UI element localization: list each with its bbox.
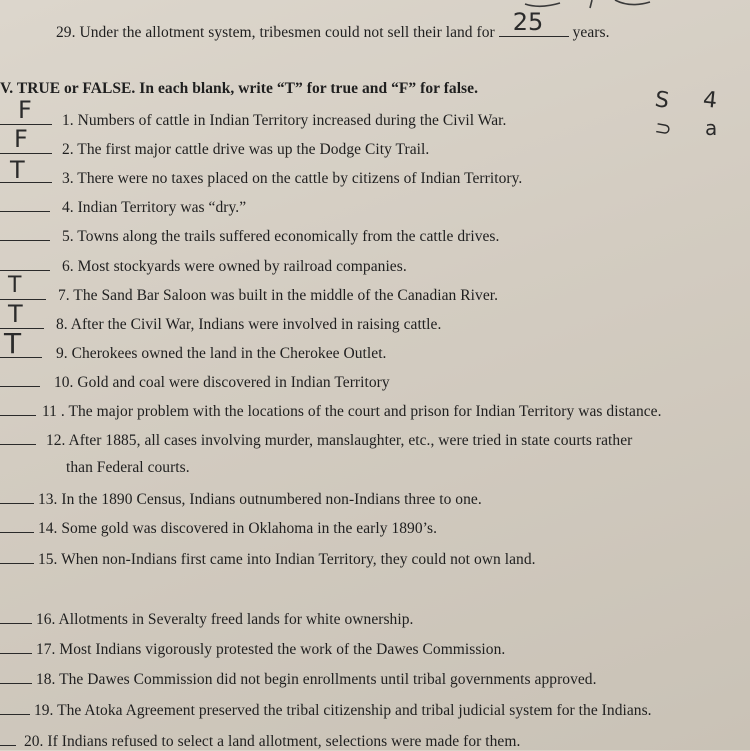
true-false-item-3	[0, 156, 523, 188]
true-false-item-8	[0, 300, 442, 334]
true-false-item-2	[0, 125, 430, 159]
item-7-answer-blank[interactable]	[0, 273, 46, 300]
margin-mark-s: S	[653, 87, 671, 114]
true-false-item-11	[0, 401, 662, 421]
item-17-answer-blank[interactable]	[0, 639, 32, 654]
item-16-answer-blank[interactable]	[0, 609, 32, 624]
item-3-answer-blank[interactable]	[0, 156, 52, 184]
true-false-item-5	[0, 226, 499, 246]
true-false-item-7	[0, 273, 499, 305]
question-29-answer: 25	[512, 8, 544, 36]
item-15-answer-blank[interactable]	[0, 549, 34, 564]
item-6-answer-blank[interactable]	[0, 256, 50, 271]
true-false-item-4	[0, 197, 246, 217]
margin-mark-3: ⊃	[653, 114, 674, 142]
item-18-text: 18. The Dawes Commission did not begin enrollments until tribal governments approved.	[35, 671, 597, 688]
item-1-answer: F	[18, 96, 32, 124]
item-9-answer-blank[interactable]	[0, 327, 42, 360]
item-8-answer: T	[8, 300, 23, 328]
question-29-suffix: years.	[572, 24, 610, 41]
item-12-answer-blank[interactable]	[0, 430, 36, 445]
item-15-text: 15. When non-Indians first came into Indian Territory, they could not own land.	[37, 551, 536, 568]
item-14-text: 14. Some gold was discovered in Oklahoma in the early 1890’s.	[37, 520, 438, 537]
item-3-text: 3. There were no taxes placed on the cattle by citizens of Indian Territory.	[61, 170, 523, 187]
true-false-item-18	[0, 669, 597, 689]
item-16-text: 16. Allotments in Severalty freed lands for white ownership.	[35, 611, 414, 628]
item-10-text: 10. Gold and coal were discovered in Indian Territory	[53, 374, 390, 391]
true-false-item-13	[0, 489, 482, 509]
true-false-item-16	[0, 609, 413, 629]
item-4-text: 4. Indian Territory was “dry.”	[61, 199, 247, 216]
item-19-answer-blank[interactable]	[0, 700, 30, 715]
margin-mark-a: a	[705, 116, 718, 140]
item-9-answer: T	[4, 327, 22, 360]
item-17-text: 17. Most Indians vigorously protested the work of the Dawes Commission.	[35, 641, 506, 658]
item-20-text: 20. If Indians refused to select a land allotment, selections were made for them.	[23, 733, 521, 750]
item-12-text: 12. After 1885, all cases involving murder, manslaughter, etc., were tried in state courts rather	[45, 432, 633, 449]
item-13-text: 13. In the 1890 Census, Indians outnumbered non-Indians three to one.	[37, 491, 482, 508]
margin-mark-4: 4	[701, 87, 719, 114]
item-11-text: 11 . The major problem with the locations of the court and prison for Indian Territory was distance.	[41, 403, 662, 420]
question-29-answer-blank[interactable]	[499, 8, 569, 37]
true-false-item-12	[0, 430, 632, 450]
item-2-text: 2. The first major cattle drive was up the Dodge City Trail.	[61, 141, 430, 158]
item-3-answer: T	[10, 156, 25, 184]
item-18-answer-blank[interactable]	[0, 669, 32, 684]
item-13-answer-blank[interactable]	[0, 489, 34, 504]
true-false-item-15	[0, 549, 536, 569]
item-9-text: 9. Cherokees owned the land in the Cherokee Outlet.	[55, 345, 387, 362]
item-8-text: 8. After the Civil War, Indians were involved in raising cattle.	[55, 316, 442, 333]
item-4-answer-blank[interactable]	[0, 197, 50, 212]
true-false-item-1	[0, 96, 507, 130]
question-29	[56, 8, 610, 42]
item-5-text: 5. Towns along the trails suffered economically from the cattle drives.	[61, 228, 500, 245]
true-false-item-10	[0, 372, 390, 392]
item-1-answer-blank[interactable]	[0, 96, 52, 125]
item-5-answer-blank[interactable]	[0, 226, 50, 241]
item-10-answer-blank[interactable]	[0, 372, 40, 387]
true-false-item-19	[0, 700, 652, 720]
item-19-text: 19. The Atoka Agreement preserved the tribal citizenship and tribal judicial system for the Indians.	[33, 702, 652, 719]
item-12-text-continued: than Federal courts.	[66, 459, 190, 476]
item-2-answer-blank[interactable]	[0, 125, 52, 154]
question-29-text: 29. Under the allotment system, tribesmen could not sell their land for	[56, 24, 495, 41]
true-false-item-14	[0, 518, 437, 538]
section-v-heading: V. TRUE or FALSE. In each blank, write “T” for true and “F” for false.	[0, 80, 478, 97]
item-20-answer-blank[interactable]	[0, 731, 16, 746]
true-false-item-17	[0, 639, 505, 659]
true-false-item-20	[0, 731, 520, 751]
true-false-item-9	[0, 327, 387, 363]
item-6-text: 6. Most stockyards were owned by railroad companies.	[61, 258, 407, 275]
item-1-text: 1. Numbers of cattle in Indian Territory increased during the Civil War.	[61, 112, 507, 129]
true-false-item-6	[0, 256, 407, 276]
item-7-answer: T	[8, 273, 22, 298]
item-2-answer: F	[14, 125, 28, 153]
item-14-answer-blank[interactable]	[0, 518, 34, 533]
item-7-text: 7. The Sand Bar Saloon was built in the middle of the Canadian River.	[57, 287, 499, 304]
item-11-answer-blank[interactable]	[0, 401, 36, 416]
